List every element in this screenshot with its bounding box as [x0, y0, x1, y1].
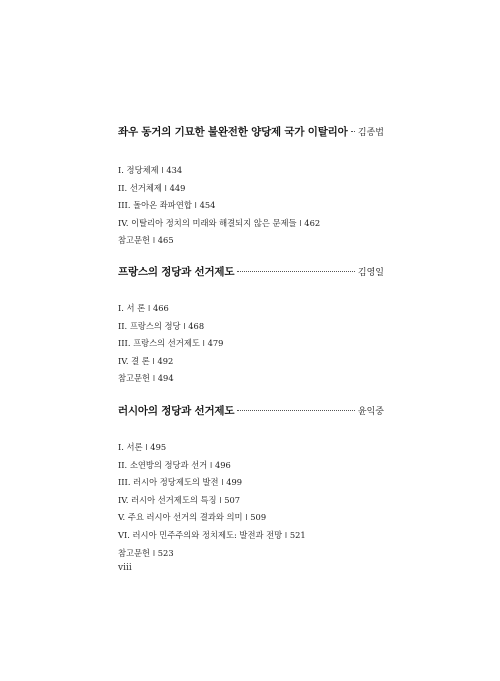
- section-entry: IV. 결 론 ǀ 492: [118, 355, 174, 366]
- section-entry: V. 주요 러시아 선거의 결과와 의미 ǀ 509: [118, 512, 267, 523]
- toc-chapter-russia: [118, 403, 384, 562]
- section-entry: II. 선거체제 ǀ 449: [118, 182, 186, 193]
- section-entry: IV. 러시아 선거제도의 특징 ǀ 507: [118, 494, 241, 505]
- section-entry: 참고문헌 ǀ 523: [118, 547, 174, 558]
- section-entry: I. 정당체제 ǀ 434: [118, 165, 183, 175]
- section-list: [118, 300, 384, 388]
- dot-leader: [237, 410, 355, 411]
- page-number: viii: [118, 563, 132, 573]
- section-entry: I. 서 론 ǀ 466: [118, 303, 169, 313]
- chapter-heading: [118, 264, 384, 279]
- section-entry: II. 프랑스의 정당 ǀ 468: [118, 320, 205, 331]
- section-entry: III. 돌아온 좌파연합 ǀ 454: [118, 200, 216, 211]
- chapter-author: 김종법: [357, 128, 384, 138]
- section-entry: II. 소연방의 정당과 선거 ǀ 496: [118, 459, 231, 470]
- section-entry: III. 러시아 정당제도의 발전 ǀ 499: [118, 477, 243, 488]
- dot-leader: [237, 271, 355, 272]
- chapter-heading: [118, 403, 384, 418]
- section-entry: VI. 러시아 민주주의와 정치제도: 발전과 전망 ǀ 521: [118, 529, 306, 540]
- section-entry: I. 서론 ǀ 495: [118, 442, 167, 452]
- section-entry: III. 프랑스의 선거제도 ǀ 479: [118, 338, 224, 349]
- chapter-author: 윤익중: [357, 407, 384, 417]
- section-list: [118, 439, 384, 562]
- chapter-author: 김영일: [357, 268, 384, 278]
- chapter-title: 프랑스의 정당과 선거제도: [118, 266, 235, 278]
- chapter-title: 좌우 동거의 기묘한 불완전한 양당제 국가 이탈리아: [118, 126, 348, 138]
- chapter-title: 러시아의 정당과 선거제도: [118, 405, 235, 417]
- section-list: [118, 162, 384, 250]
- section-entry: 참고문헌 ǀ 465: [118, 235, 174, 246]
- section-entry: IV. 이탈리아 정치의 미래와 해결되지 않은 문제들 ǀ 462: [118, 217, 321, 228]
- toc-chapter-italy: [118, 124, 384, 250]
- dot-leader: [351, 131, 355, 132]
- chapter-heading: [118, 124, 384, 139]
- section-entry: 참고문헌 ǀ 494: [118, 373, 174, 384]
- toc-chapter-france: [118, 264, 384, 388]
